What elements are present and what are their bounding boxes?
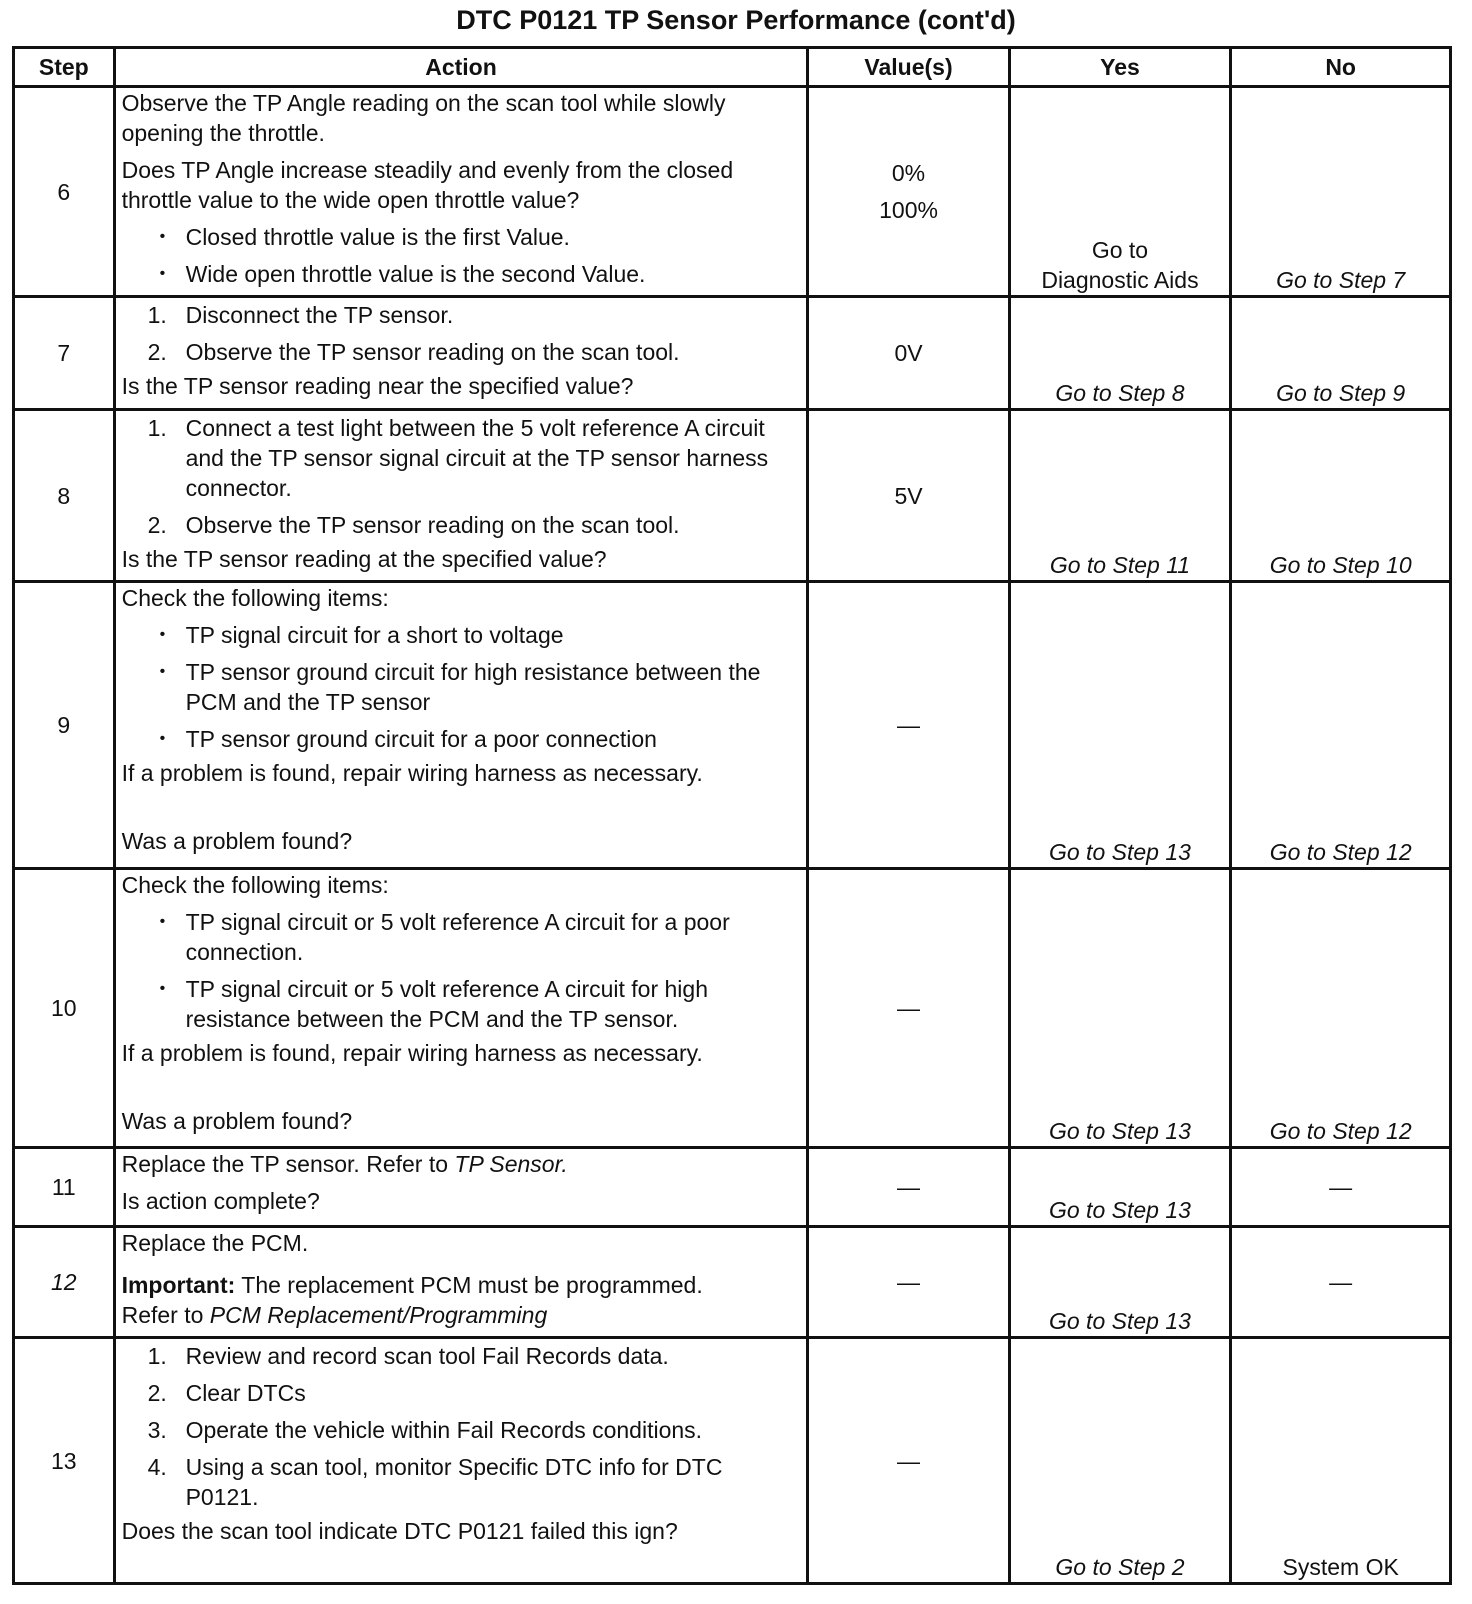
item-text: Operate the vehicle within Fail Records conditions. [185, 1417, 703, 1443]
numbered-item [122, 1452, 801, 1512]
header-step: Step [14, 48, 115, 87]
action-question: Does the scan tool indicate DTC P0121 failed this ign? [121, 1518, 678, 1544]
action-text: If a problem is found, repair wiring harness as necessary. [121, 1040, 703, 1066]
spacer [122, 1068, 801, 1098]
item-text: Disconnect the TP sensor. [185, 302, 454, 328]
action-text: Replace the PCM. [121, 1230, 309, 1256]
value-cell: 5V [808, 410, 1009, 582]
item-number: 3. [147, 1417, 167, 1443]
action-cell [114, 1148, 808, 1227]
no-cell: — [1231, 1148, 1451, 1227]
no-cell: Go to Step 12 [1231, 582, 1451, 869]
table-row [14, 87, 1451, 297]
action-text: Observe the TP Angle reading on the scan tool while slowly opening the throttle. [121, 90, 726, 146]
action-question: Is the TP sensor reading at the specified value? [121, 546, 607, 572]
bullet-item: • Closed throttle value is the first Value. [122, 222, 801, 252]
item-text: Observe the TP sensor reading on the scan tool. [185, 339, 680, 365]
item-number: 4. [147, 1454, 167, 1480]
yes-cell: Go to Step 13 [1009, 1227, 1231, 1338]
step-number: 9 [14, 582, 115, 869]
action-question: Is the TP sensor reading near the specified value? [121, 373, 634, 399]
header-action: Action [114, 48, 808, 87]
bullet-item: • TP signal circuit or 5 volt reference A circuit for a poor connection. [122, 907, 801, 967]
action-cell [114, 582, 808, 869]
step-number: 13 [14, 1338, 115, 1584]
item-text: Clear DTCs [185, 1380, 306, 1406]
action-question: Was a problem found? [121, 1108, 353, 1134]
important-note [122, 1270, 801, 1300]
step-number: 11 [14, 1148, 115, 1227]
table-row [14, 1148, 1451, 1227]
item-number: 2. [147, 1380, 167, 1406]
bullet-item: • Wide open throttle value is the second Value. [122, 259, 801, 289]
yes-cell: Go to Step 11 [1009, 410, 1231, 582]
action-cell [114, 869, 808, 1148]
value-cell: — [808, 1148, 1009, 1227]
no-cell: Go to Step 9 [1231, 297, 1451, 410]
numbered-item [122, 300, 801, 330]
step-number: 6 [14, 87, 115, 297]
action-intro: Check the following items: [121, 872, 389, 898]
reference-prefix: Refer to [121, 1302, 210, 1328]
action-question: Is action complete? [121, 1188, 320, 1214]
table-row [14, 297, 1451, 410]
step-number: 7 [14, 297, 115, 410]
value-wide-open: 100% [879, 196, 938, 223]
action-cell [114, 297, 808, 410]
numbered-item [122, 337, 801, 367]
yes-cell [1009, 87, 1231, 297]
reference-link[interactable]: TP Sensor. [454, 1151, 568, 1177]
no-cell: System OK [1231, 1338, 1451, 1584]
bullet-item: • TP sensor ground circuit for high resistance between the PCM and the TP sensor [122, 657, 801, 717]
page-title: DTC P0121 TP Sensor Performance (cont'd) [456, 5, 1016, 35]
numbered-item [122, 510, 801, 540]
no-cell: — [1231, 1227, 1451, 1338]
table-row [14, 410, 1451, 582]
bullet-item: • TP signal circuit or 5 volt reference A circuit for high resistance between the PCM and the TP sensor. [122, 974, 801, 1034]
table-row [14, 1338, 1451, 1584]
value-closed: 0% [891, 159, 926, 186]
numbered-item [122, 413, 801, 503]
item-number: 1. [147, 1343, 167, 1369]
value-cell [808, 87, 1009, 297]
yes-line: Go to [1091, 237, 1149, 263]
table-row [14, 869, 1451, 1148]
action-text-prefix: Replace the TP sensor. Refer to [121, 1151, 455, 1177]
diagnostic-table [12, 46, 1452, 1585]
yes-cell: Go to Step 2 [1009, 1338, 1231, 1584]
value-cell: 0V [808, 297, 1009, 410]
action-cell [114, 1338, 808, 1584]
action-text [122, 1149, 801, 1179]
reference-link[interactable]: PCM Replacement/Programming [209, 1302, 548, 1328]
item-text: Using a scan tool, monitor Specific DTC info for DTC P0121. [185, 1454, 723, 1510]
numbered-item [122, 1415, 801, 1445]
spacer [122, 788, 801, 818]
bullet-item: • TP signal circuit for a short to voltage [122, 620, 801, 650]
value-cell: — [808, 582, 1009, 869]
important-text: The replacement PCM must be programmed. [235, 1272, 703, 1298]
item-number: 1. [147, 415, 167, 441]
action-text: If a problem is found, repair wiring harness as necessary. [121, 760, 703, 786]
numbered-item [122, 1341, 801, 1371]
step-number: 12 [14, 1227, 115, 1338]
no-cell: Go to Step 12 [1231, 869, 1451, 1148]
table-row [14, 582, 1451, 869]
yes-cell: Go to Step 13 [1009, 582, 1231, 869]
item-number: 2. [147, 339, 167, 365]
step-number: 8 [14, 410, 115, 582]
action-cell [114, 410, 808, 582]
value-cell: — [808, 869, 1009, 1148]
bullet-item: • TP sensor ground circuit for a poor connection [122, 724, 801, 754]
header-no: No [1231, 48, 1451, 87]
action-intro: Check the following items: [121, 585, 389, 611]
action-question: Does TP Angle increase steadily and evenly from the closed throttle value to the wide open throttle value? [121, 157, 734, 213]
item-number: 1. [147, 302, 167, 328]
no-cell: Go to Step 7 [1231, 87, 1451, 297]
header-row [14, 48, 1451, 87]
step-number: 10 [14, 869, 115, 1148]
action-cell [114, 87, 808, 297]
reference-line [122, 1300, 801, 1330]
numbered-item [122, 1378, 801, 1408]
value-cell: — [808, 1227, 1009, 1338]
item-text: Review and record scan tool Fail Records data. [185, 1343, 669, 1369]
header-yes: Yes [1009, 48, 1231, 87]
yes-cell: Go to Step 13 [1009, 869, 1231, 1148]
header-values: Value(s) [808, 48, 1009, 87]
action-question: Was a problem found? [121, 828, 353, 854]
action-cell [114, 1227, 808, 1338]
no-cell: Go to Step 10 [1231, 410, 1451, 582]
item-number: 2. [147, 512, 167, 538]
item-text: Observe the TP sensor reading on the scan tool. [185, 512, 680, 538]
item-text: Connect a test light between the 5 volt reference A circuit and the TP sensor signal circuit at the TP sensor harness connector. [185, 415, 769, 501]
yes-cell: Go to Step 13 [1009, 1148, 1231, 1227]
yes-line: Diagnostic Aids [1041, 267, 1199, 293]
value-cell: — [808, 1338, 1009, 1584]
yes-cell: Go to Step 8 [1009, 297, 1231, 410]
table-row [14, 1227, 1451, 1338]
important-label: Important: [121, 1272, 236, 1298]
